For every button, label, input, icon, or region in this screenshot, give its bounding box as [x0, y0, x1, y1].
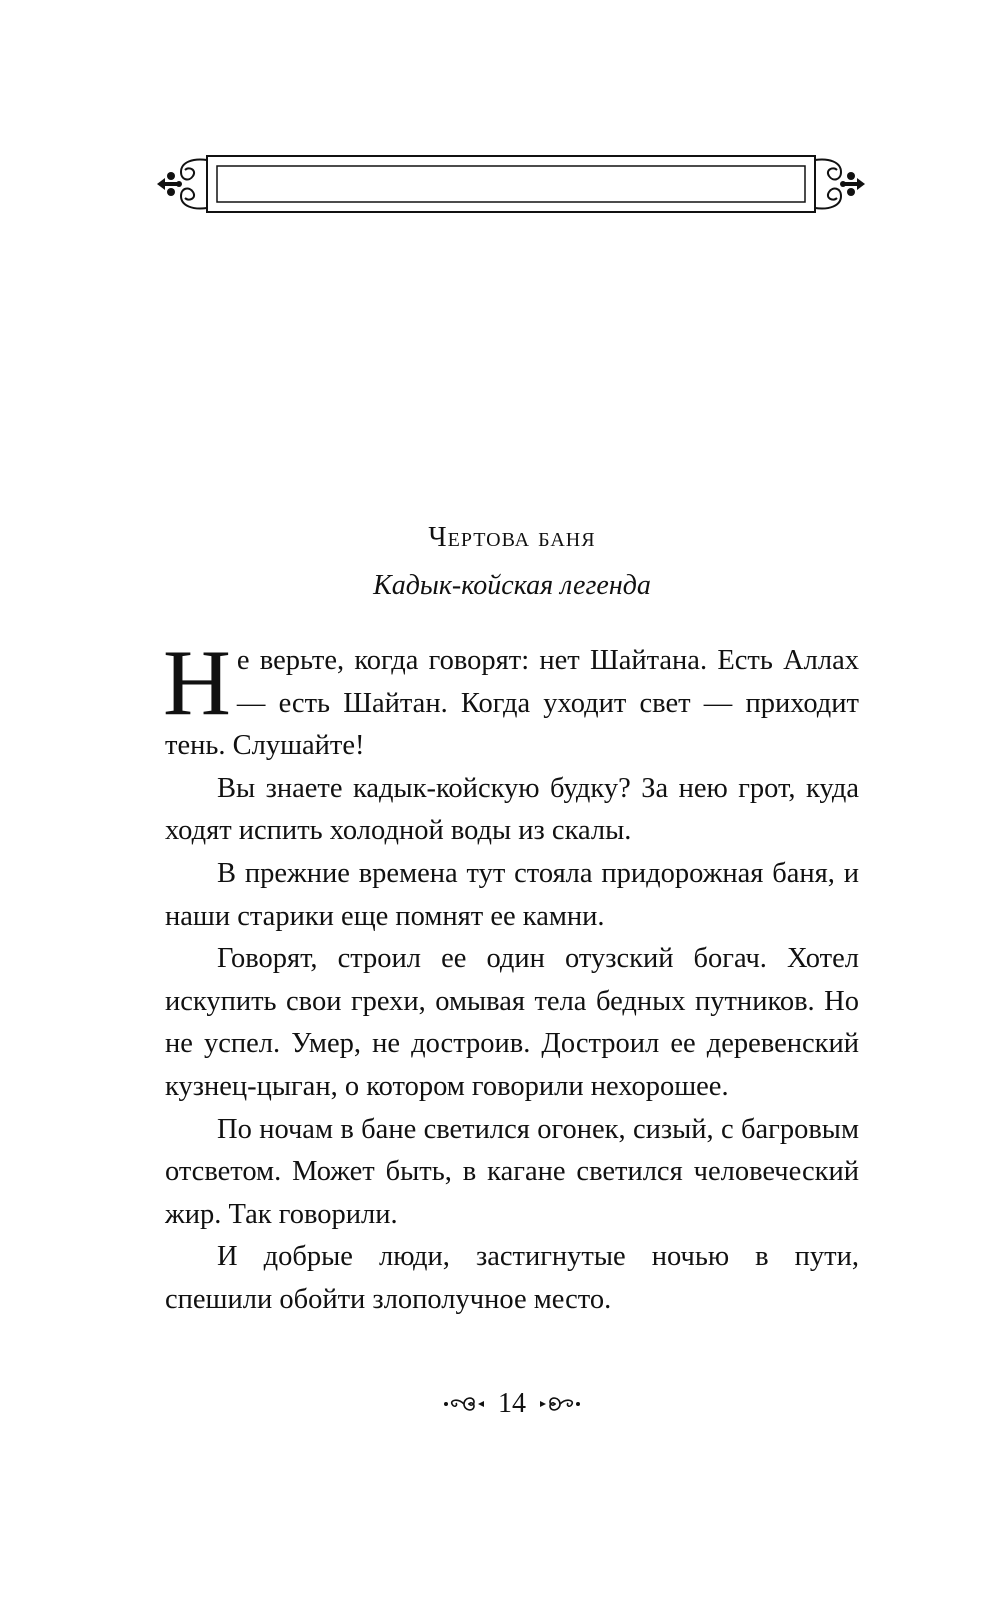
page-number: 14 [498, 1388, 526, 1419]
paragraph-4: Говорят, строил ее один отузский богач. Хотел искупить свои грехи, омывая тела бедных путников. Но не успел. Умер, не достроив. Достроил ее деревенский кузнец-цыган, о котором говорили нехорошее. [165, 943, 859, 1102]
paragraph-6: И добрые люди, застигнутые ночью в пути, спешили обойти злополучное место. [165, 1241, 859, 1315]
flourish-icon [444, 1392, 484, 1416]
paragraph-5: По ночам в бане светился огонек, сизый, с багровым отсветом. Может быть, в кагане светился человеческий жир. Так говорили. [165, 1113, 859, 1230]
body-text [163, 631, 859, 1322]
drop-cap: Н [163, 631, 231, 735]
flourish-icon [540, 1392, 580, 1416]
paragraph-2: Вы знаете кадык-койскую будку? За нею грот, куда ходят испить холодной воды из скалы. [165, 772, 859, 847]
chapter-title: Чертова баня [428, 522, 596, 553]
paragraph-1: Не верьте, когда говорят: нет Шайтана. Есть Аллах — есть Шайтан. Когда уходит свет — приходит тень. Слушайте! [163, 631, 859, 762]
page-footer [0, 1388, 1000, 1420]
paragraph-3: В прежние времена тут стояла придорожная баня, и наши старики еще помнят ее камни. [165, 857, 859, 932]
ornamental-frame-icon [155, 152, 867, 222]
chapter-subtitle: Кадык-койская легенда [373, 570, 651, 601]
